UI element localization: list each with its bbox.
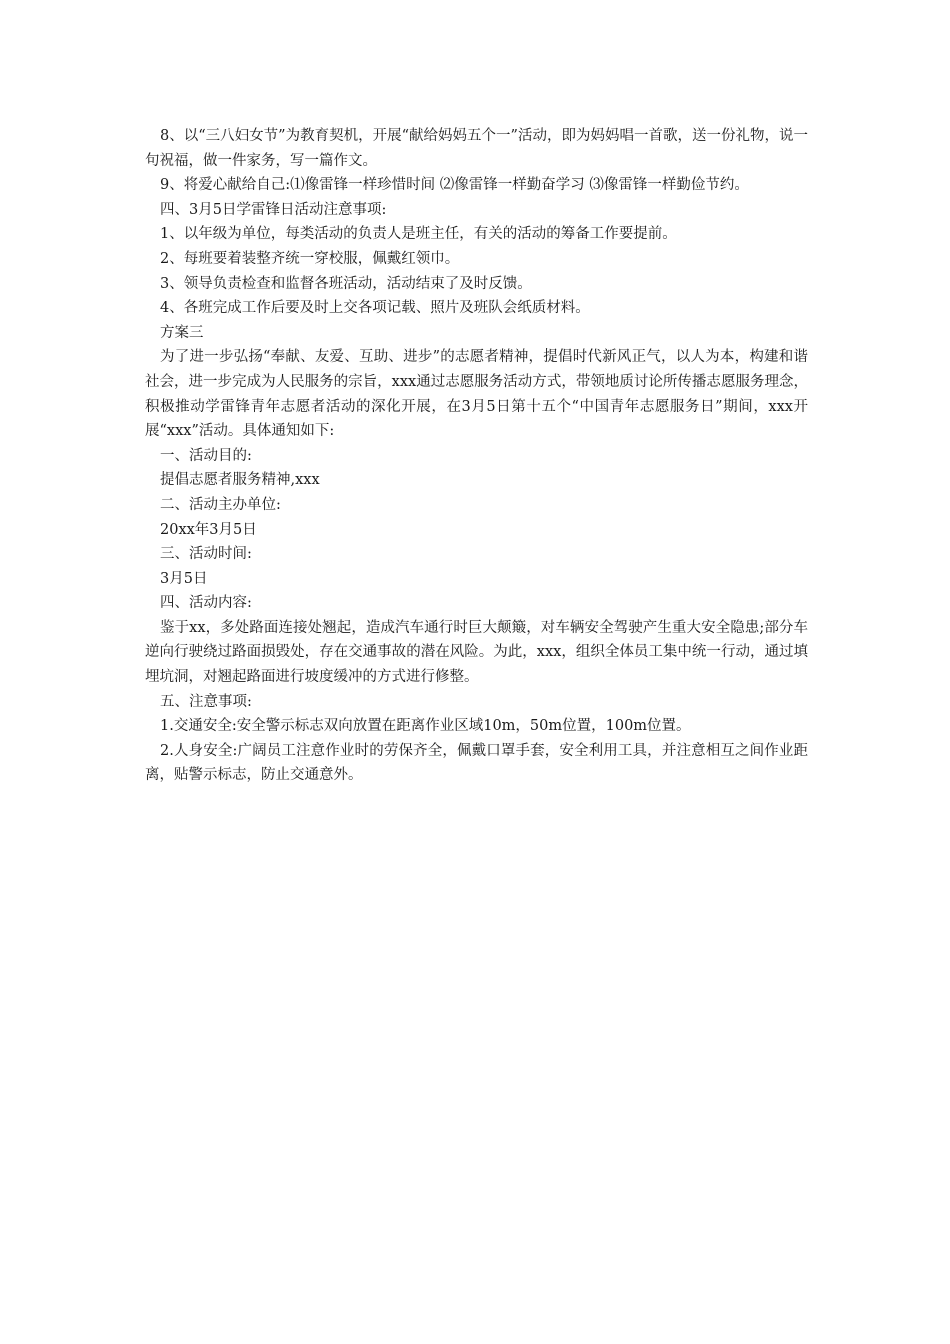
section-heading-plan-three: 方案三 — [160, 324, 204, 341]
section-heading-precautions: 五、注意事项: — [160, 693, 252, 710]
section-heading-content: 四、活动内容: — [160, 595, 252, 612]
list-item: 4、各班完成工作后要及时上交各项记载、照片及班队会纸质材料。 — [160, 300, 590, 317]
list-item: 3、领导负责检查和监督各班活动，活动结束了及时反馈。 — [160, 275, 532, 292]
document-body — [145, 124, 808, 788]
paragraph: 20xx年3月5日 — [160, 521, 257, 538]
section-heading-time: 三、活动时间: — [160, 546, 252, 563]
section-heading-organizer: 二、活动主办单位: — [160, 496, 281, 513]
intro-paragraph: 为了进一步弘扬“奉献、友爱、互助、进步”的志愿者精神，提倡时代新风正气，以人为本，构建和谐社会，进一步完成为人民服务的宗旨，xxx通过志愿服务活动方式，带领地质讨论所传播志愿服务理念，积极推动学雷锋青年志愿者活动的深化开展，在3月5日第十五个“中国青年志愿服务日”期间，xxx开展“xxx”活动。具体通知如下: — [145, 349, 808, 440]
list-item: 1.交通安全:安全警示标志双向放置在距离作业区域10m，50m位置，100m位置。 — [160, 718, 691, 735]
section-heading-purpose: 一、活动目的: — [160, 447, 252, 464]
paragraph-item-8: 8、以“三八妇女节”为教育契机，开展“献给妈妈五个一”活动，即为妈妈唱一首歌，送一份礼物，说一句祝福，做一件家务，写一篇作文。 — [145, 128, 808, 169]
list-item: 2、每班要着装整齐统一穿校服，佩戴红领巾。 — [160, 250, 460, 267]
section-heading-notes: 四、3月5日学雷锋日活动注意事项: — [160, 201, 387, 218]
paragraph: 提倡志愿者服务精神,xxx — [160, 472, 320, 489]
paragraph: 3月5日 — [160, 570, 208, 587]
list-item: 1、以年级为单位，每类活动的负责人是班主任，有关的活动的筹备工作要提前。 — [160, 226, 677, 243]
paragraph-item-9: 9、将爱心献给自己:⑴像雷锋一样珍惜时间 ⑵像雷锋一样勤奋学习 ⑶像雷锋一样勤俭节约。 — [160, 177, 749, 194]
list-item: 2.人身安全:广阔员工注意作业时的劳保齐全，佩戴口罩手套，安全利用工具，并注意相互之间作业距离，贴警示标志，防止交通意外。 — [145, 742, 808, 784]
paragraph: 鉴于xx，多处路面连接处翘起，造成汽车通行时巨大颠簸，对车辆安全驾驶产生重大安全隐患;部分车逆向行驶绕过路面损毁处，存在交通事故的潜在风险。为此，xxx，组织全体员工集中统一行动，通过填埋坑洞，对翘起路面进行坡度缓冲的方式进行修整。 — [145, 619, 808, 686]
